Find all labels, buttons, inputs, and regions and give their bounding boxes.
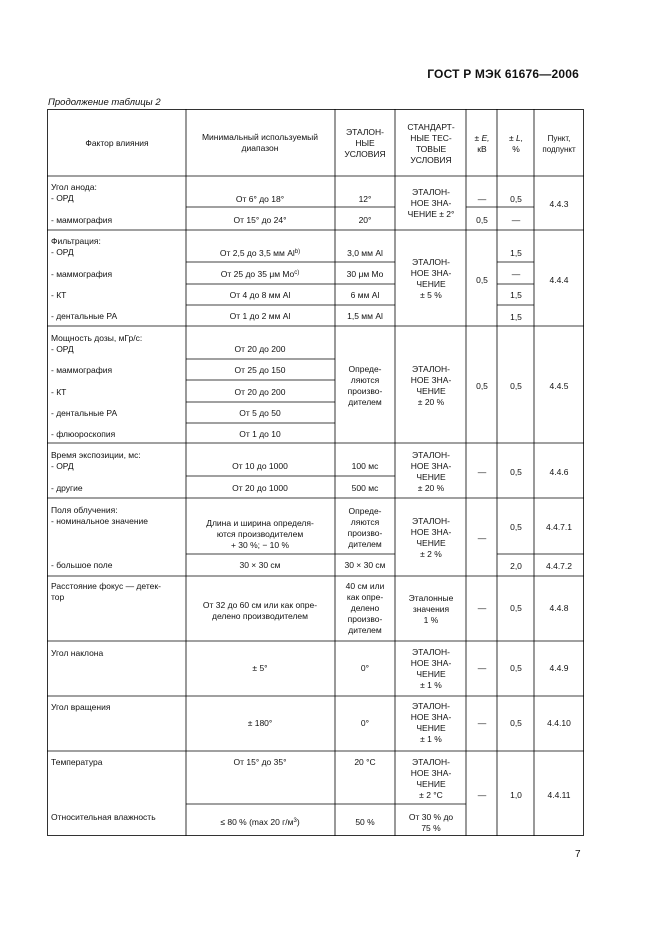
doserate-std-line2: НОЕ ЗНА- [410,375,452,385]
filtration-mammo-l: — [511,269,521,279]
anode-clause: 4.4.3 [549,199,569,209]
filtration-dental-range: От 1 до 2 мм Al [229,311,291,321]
rotation-std-line1: ЭТАЛОН- [411,701,451,711]
distance-range-line2: делено производителем [211,611,309,621]
col-header-std-line3: ТОВЫЕ [415,144,447,154]
doserate-ct-label: - КТ [51,387,67,397]
exposure-std-line3: ЧЕНИЕ [416,472,446,482]
filtration-mammo-ref: 30 μм Mo [346,269,384,279]
doserate-dental-label: - дентальные РА [51,408,118,418]
exposure-std-line4: ± 20 % [417,483,445,493]
filtration-std-line2: НОЕ ЗНА- [410,268,452,278]
anode-std-line1: ЭТАЛОН- [411,187,451,197]
doserate-std-line3: ЧЕНИЕ [416,386,446,396]
tilt-clause: 4.4.9 [549,663,569,673]
distance-ref-line2: как опре- [346,592,384,602]
temperature-std-line3: ЧЕНИЕ [416,779,446,789]
anode-ord-range: От 6° до 18° [235,194,285,204]
rotation-factor: Угол вращения [51,702,111,712]
tilt-e: — [477,663,487,673]
doserate-e: 0,5 [476,381,488,391]
tilt-l: 0,5 [510,663,522,673]
field-title: Поля облучения: [51,505,118,515]
filtration-ord-ref: 3,0 мм Al [347,248,383,258]
filtration-ord-l: 1,5 [510,248,522,258]
temperature-std-line1: ЭТАЛОН- [411,757,451,767]
filtration-std-line3: ЧЕНИЕ [416,279,446,289]
field-nominal-ref-line4: дителем [348,539,382,549]
tilt-std-line4: ± 1 % [420,680,442,690]
anode-mammo-ref: 20° [358,215,372,225]
doserate-ref-line2: ляются [350,375,380,385]
table-continuation-caption: Продолжение таблицы 2 [48,97,161,108]
doserate-ref-line1: Опреде- [348,364,382,374]
col-header-clause-line1: Пункт, [547,134,571,143]
tilt-factor: Угол наклона [51,648,104,658]
col-header-clause-line2: подпункт [542,145,576,154]
tilt-std-line2: НОЕ ЗНА- [410,658,452,668]
doserate-mammo-range: От 25 до 150 [234,365,286,375]
distance-factor-line2: тор [51,592,65,602]
env-clause: 4.4.11 [547,790,571,800]
field-std-line2: НОЕ ЗНА- [410,527,452,537]
exposure-other-range: От 20 до 1000 [232,483,288,493]
temperature-std-line4: ± 2 °С [419,790,443,800]
filtration-ct-l: 1,5 [510,290,522,300]
temperature-std-line2: НОЕ ЗНА- [410,768,452,778]
page-number: 7 [575,849,581,860]
field-large-l: 2,0 [510,561,522,571]
doserate-title: Мощность дозы, мГр/с: [51,333,143,343]
anode-mammo-range: От 15° до 24° [233,215,287,225]
doserate-ct-range: От 20 до 200 [234,387,286,397]
distance-ref-line3: делено [350,603,380,613]
humidity-factor: Относительная влажность [51,812,156,822]
field-nominal-ref-line3: произво- [347,528,383,538]
anode-ord-l: 0,5 [510,194,522,204]
doserate-fluoro-range: От 1 до 10 [239,429,281,439]
filtration-std-line4: ± 5 % [420,290,442,300]
tilt-std-line1: ЭТАЛОН- [411,647,451,657]
doserate-fluoro-label: - флюороскопия [51,429,116,439]
col-header-l-line1: ± L, [508,133,524,143]
exposure-title: Время экспозиции, мс: [51,450,141,460]
exposure-std-line2: НОЕ ЗНА- [410,461,452,471]
exposure-ord-range: От 10 до 1000 [232,461,288,471]
doserate-l: 0,5 [510,381,522,391]
field-nominal-ref-line2: ляются [350,517,380,527]
anode-ord-e: — [477,194,487,204]
exposure-clause: 4.4.6 [549,467,569,477]
tilt-ref: 0° [360,663,370,673]
footnote-b-mark: b) [294,249,301,255]
col-header-e-line1: ± E, [474,133,490,143]
distance-std-line1: Эталонные [408,593,454,603]
field-nominal-range-line2: ются производителем [216,529,304,539]
anode-ord-label: - ОРД [51,193,74,203]
temperature-ref: 20 °С [354,757,376,767]
anode-std-line2: НОЕ ЗНА- [410,198,452,208]
exposure-other-label: - другие [51,483,83,493]
distance-range-line1: От 32 до 60 см или как опре- [202,600,318,610]
rotation-e: — [477,718,487,728]
filtration-dental-ref: 1,5 мм Al [347,311,383,321]
anode-std-line3: ЧЕНИЕ ± 2° [407,209,455,219]
filtration-ct-range: От 4 до 8 мм Al [229,290,291,300]
field-nominal-l: 0,5 [510,522,522,532]
standard-designation: ГОСТ Р МЭК 61676—2006 [427,67,579,81]
distance-factor-line1: Расстояние фокус — детек- [51,581,161,591]
anode-ord-ref: 12° [358,194,372,204]
distance-ref-line1: 40 см или [345,581,385,591]
field-nominal-label: - номинальное значение [51,516,148,526]
exposure-ord-label: - ОРД [51,461,74,471]
distance-e: — [477,603,487,613]
table-grid-lines [47,109,584,836]
doserate-dental-range: От 5 до 50 [239,408,281,418]
exposure-l: 0,5 [510,467,522,477]
col-header-e-line2: кВ [477,144,487,154]
filtration-dental-label: - дентальные РА [51,311,118,321]
field-std-line1: ЭТАЛОН- [411,516,451,526]
env-l: 1,0 [510,790,522,800]
field-nominal-range-line1: Длина и ширина определя- [206,518,314,528]
filtration-dental-l: 1,5 [510,312,522,322]
tilt-std-line3: ЧЕНИЕ [416,669,446,679]
anode-mammo-l: — [511,215,521,225]
col-header-std-line4: УСЛОВИЯ [410,155,452,165]
exposure-other-ref: 500 мс [351,483,379,493]
doserate-std-line1: ЭТАЛОН- [411,364,451,374]
anode-mammo-label: - маммография [51,215,113,225]
field-large-clause: 4.4.7.2 [546,561,572,571]
filtration-title: Фильтрация: [51,236,101,246]
col-header-l-line2: % [512,144,520,154]
env-e: — [477,790,487,800]
field-large-label: - большое поле [51,560,113,570]
field-std-line4: ± 2 % [420,549,442,559]
col-header-std-line1: СТАНДАРТ- [407,122,455,132]
influence-factors-table [47,109,584,836]
distance-std-line3: 1 % [423,615,439,625]
doserate-ref-line4: дителем [348,397,382,407]
rotation-range: ± 180° [247,718,273,728]
rotation-std-line4: ± 1 % [420,734,442,744]
temperature-factor: Температура [51,757,103,767]
filtration-ct-ref: 6 мм Al [350,290,380,300]
distance-std-line2: значения [412,604,450,614]
filtration-e: 0,5 [476,275,488,285]
field-nominal-ref-line1: Опреде- [348,506,382,516]
distance-ref-line5: дителем [348,625,382,635]
doserate-clause: 4.4.5 [549,381,569,391]
filtration-clause: 4.4.4 [549,275,569,285]
rotation-std-line3: ЧЕНИЕ [416,723,446,733]
doserate-ord-label: - ОРД [51,344,74,354]
anode-title: Угол анода: [51,182,97,192]
filtration-ord-range: От 2,5 до 3,5 мм Al$^{b)}$ [219,248,301,258]
field-std-line3: ЧЕНИЕ [416,538,446,548]
filtration-ct-label: - КТ [51,290,67,300]
doserate-mammo-label: - маммография [51,365,113,375]
doserate-ord-range: От 20 до 200 [234,344,286,354]
humidity-std-line1: От 30 % до [408,812,454,822]
footnote-c-mark: c) [294,270,300,276]
exposure-std-line1: ЭТАЛОН- [411,450,451,460]
filtration-mammo-range: От 25 до 35 μм Mo$^{c)}$ [220,269,300,279]
rotation-clause: 4.4.10 [547,718,571,728]
rotation-std-line2: НОЕ ЗНА- [410,712,452,722]
field-nominal-range-line3: + 30 %; − 10 % [230,540,290,550]
col-header-ref-line2: НЫЕ [355,138,375,148]
filtration-ord-label: - ОРД [51,247,74,257]
distance-ref-line4: произво- [347,614,383,624]
anode-mammo-e: 0,5 [476,215,488,225]
rotation-ref: 0° [360,718,370,728]
col-header-std-line2: НЫЕ ТЕС- [410,133,452,143]
field-large-range: 30 × 30 см [239,560,281,570]
humidity-ref: 50 % [355,817,375,827]
col-header-range-line1: Минимальный используемый [201,132,319,142]
col-header-range-line2: диапазон [241,143,279,153]
col-header-ref-line3: УСЛОВИЯ [344,149,386,159]
field-large-ref: 30 × 30 см [344,560,386,570]
tilt-range: ± 5° [252,663,268,673]
humidity-range: ≤ 80 % (max 20 $г/м^3$) [220,817,300,827]
col-header-ref-line1: ЭТАЛОН- [345,127,385,137]
temperature-range: От 15° до 35° [233,757,287,767]
distance-clause: 4.4.8 [549,603,569,613]
filtration-std-line1: ЭТАЛОН- [411,257,451,267]
humidity-std-line2: 75 % [421,823,441,833]
field-e: — [477,533,487,543]
doserate-std-line4: ± 20 % [417,397,445,407]
distance-l: 0,5 [510,603,522,613]
filtration-mammo-label: - маммография [51,269,113,279]
exposure-ord-ref: 100 мс [351,461,379,471]
rotation-l: 0,5 [510,718,522,728]
exposure-e: — [477,467,487,477]
field-nominal-clause: 4.4.7.1 [546,522,572,532]
doserate-ref-line3: произво- [347,386,383,396]
col-header-factor: Фактор влияния [85,138,149,148]
